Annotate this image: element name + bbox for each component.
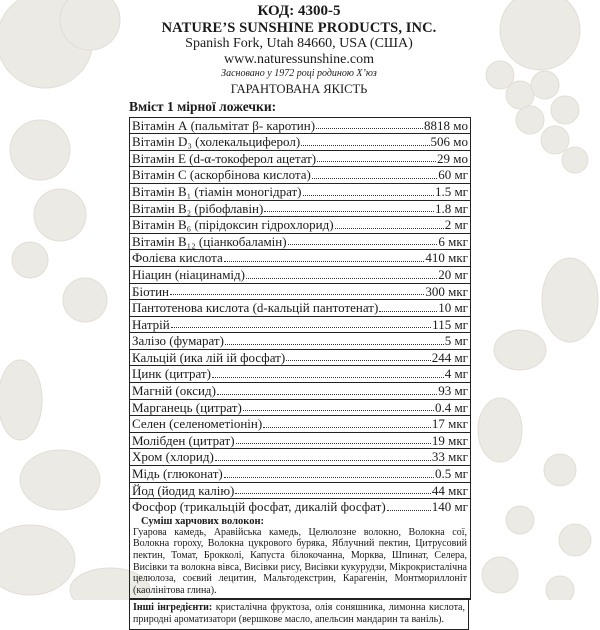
nutrient-rows [130, 118, 470, 515]
nutrient-value: 140 мг [431, 499, 468, 515]
nutrient-value: 0.4 мг [434, 399, 468, 415]
nutrient-table [129, 117, 471, 601]
nutrient-row [130, 167, 470, 184]
nutrient-row [130, 184, 470, 201]
nutrient-value: 4 мг [444, 366, 468, 382]
nutrient-value: 300 мкг [425, 283, 468, 299]
company-address: Spanish Fork, Utah 84660, USA (США) [185, 36, 413, 52]
dot-leader [235, 493, 431, 494]
dot-leader [224, 477, 434, 478]
nutrient-row [130, 433, 470, 450]
nutrient-value: 6 мкг [438, 233, 468, 249]
fiber-blend [130, 515, 470, 600]
company-name: NATURE’S SUNSHINE PRODUCTS, INC. [161, 19, 437, 36]
nutrient-value: 1.5 мг [434, 183, 468, 199]
nutrient-row [130, 250, 470, 267]
fiber-text: Гуарова камедь, Аравійська камедь, Целюлозне волокно, Волокна сої, Волокна гороху, Волокна цукрового буряка, Яблучний пектин, Цитрусовий пектин, Томат, Брокколі, Капуста білокочанна, Морква, Шпинат, Селера, Висівки та волокна вівса, Висівки рису, Висівки кукурудзи, Мікрокристалічна целюлоза, соєвий лецитин, Мальтодекстрин, Карагенін, Монтмориллоніт (каолінітова глина). [133, 526, 467, 596]
dot-leader [301, 145, 429, 146]
nutrient-name: Фосфор (трикальцій фосфат, дикалій фосфат) [132, 499, 386, 515]
nutrient-row [130, 267, 470, 284]
company-website: www.naturessunshine.com [224, 51, 374, 67]
dot-leader [387, 510, 431, 511]
nutrient-value: 19 мкг [431, 432, 468, 448]
nutrient-name: Вітамін В₂ (рібофлавін) [132, 200, 264, 216]
product-code: КОД: 4300-5 [257, 3, 341, 19]
nutrient-value: 10 мг [438, 300, 468, 316]
nutrient-name: Кальцій (ика лій ій фосфат) [132, 349, 286, 365]
nutrient-row [130, 499, 470, 515]
nutrient-value: 29 мо [437, 150, 468, 166]
nutrient-row [130, 466, 470, 483]
nutrient-row [130, 400, 470, 417]
quality-statement: ГАРАНТОВАНА ЯКІСТЬ [230, 81, 368, 96]
nutrient-name: Йод (йодид калію) [132, 482, 235, 498]
nutrient-row [130, 284, 470, 301]
nutrient-name: Мідь (глюконат) [132, 466, 223, 482]
nutrient-row [130, 300, 470, 317]
nutrient-row [130, 317, 470, 334]
dot-leader [217, 394, 437, 395]
dot-leader [243, 410, 434, 411]
nutrient-name: Хром (хлорид) [132, 449, 214, 465]
nutrient-name: Вітамін С (аскорбінова кислота) [132, 167, 311, 183]
dot-leader [212, 377, 444, 378]
nutrient-value: 410 мкг [425, 250, 468, 266]
nutrient-name: Вітамін В₁ (тіамін моногідрат) [132, 183, 302, 199]
dot-leader [171, 327, 431, 328]
serving-title: Вміст 1 мірної ложечки: [129, 98, 277, 114]
nutrient-value: 20 мг [438, 266, 468, 282]
dot-leader [286, 360, 431, 361]
dot-leader [264, 211, 434, 212]
nutrient-value: 0.5 мг [434, 466, 468, 482]
nutrient-row [130, 416, 470, 433]
nutrient-value: 506 мо [430, 134, 468, 150]
nutrient-name: Вітамін А (пальмітат β- каротин) [132, 117, 316, 133]
nutrient-name: Натрій [132, 316, 170, 332]
dot-leader [215, 460, 431, 461]
other-ingredients-title: Інші інгредієнти: [133, 602, 213, 614]
other-ingredients [129, 600, 469, 629]
nutrient-name: Залізо (фумарат) [132, 333, 224, 349]
other-ingredients-text: кристалічна фруктоза, олія соняшника, лимонна кислота, природні ароматизатори (вершкове масло, апельсин мандарин та ваніль). [133, 602, 465, 625]
nutrient-row [130, 217, 470, 234]
nutrient-name: Магній (оксид) [132, 383, 216, 399]
nutrient-value: 93 мг [438, 383, 468, 399]
nutrient-row [130, 449, 470, 466]
nutrient-value: 1.8 мг [434, 200, 468, 216]
nutrient-name: Біотин [132, 283, 170, 299]
dot-leader [170, 294, 424, 295]
nutrient-name: Вітамін Е (d-α-токоферол ацетат) [132, 150, 317, 166]
nutrient-name: Вітамін D₃ (холекальциферол) [132, 134, 301, 150]
nutrient-name: Вітамін В₆ (пірідоксин гідрохлорид) [132, 217, 334, 233]
dot-leader [316, 128, 423, 129]
dot-leader [317, 161, 436, 162]
dot-leader [312, 178, 437, 179]
nutrient-row [130, 350, 470, 367]
nutrient-row [130, 118, 470, 135]
nutrient-value: 60 мг [438, 167, 468, 183]
dot-leader [225, 344, 444, 345]
dot-leader [236, 443, 431, 444]
dot-leader [379, 311, 437, 312]
nutrient-name: Марганець (цитрат) [132, 399, 242, 415]
nutrient-name: Фолієва кислота [132, 250, 223, 266]
dot-leader [288, 244, 438, 245]
dot-leader [335, 228, 444, 229]
nutrient-name: Цинк (цитрат) [132, 366, 211, 382]
nutrient-row [130, 151, 470, 168]
founded-note: Засновано у 1972 році родиною Х’юз [221, 68, 377, 80]
nutrient-name: Молібден (цитрат) [132, 432, 235, 448]
dot-leader [246, 278, 437, 279]
dot-leader [224, 261, 425, 262]
nutrient-row [130, 234, 470, 251]
nutrient-name: Пантотенова кислота (d-кальцій пантотенат) [132, 300, 379, 316]
dot-leader [263, 427, 431, 428]
nutrient-value: 44 мкг [431, 482, 468, 498]
nutrient-value: 2 мг [444, 217, 468, 233]
nutrient-name: Ніацин (ніацинамід) [132, 266, 245, 282]
nutrient-row [130, 383, 470, 400]
fiber-title: Суміш харчових волокон: [141, 515, 264, 527]
nutrient-value: 17 мкг [431, 416, 468, 432]
nutrient-row [130, 483, 470, 500]
supplement-label [126, 0, 472, 625]
label-header [126, 0, 472, 96]
nutrient-value: 5 мг [444, 333, 468, 349]
nutrient-name: Селен (селенометіонін) [132, 416, 263, 432]
nutrient-name: Вітамін В₁₂ (ціанкобаламін) [132, 233, 287, 249]
nutrient-row [130, 333, 470, 350]
nutrient-value: 33 мкг [431, 449, 468, 465]
nutrient-row [130, 366, 470, 383]
nutrient-row [130, 134, 470, 151]
nutrient-value: 8818 мо [424, 117, 468, 133]
nutrient-value: 115 мг [432, 316, 468, 332]
nutrient-value: 244 мг [431, 349, 468, 365]
nutrient-row [130, 201, 470, 218]
dot-leader [303, 195, 434, 196]
